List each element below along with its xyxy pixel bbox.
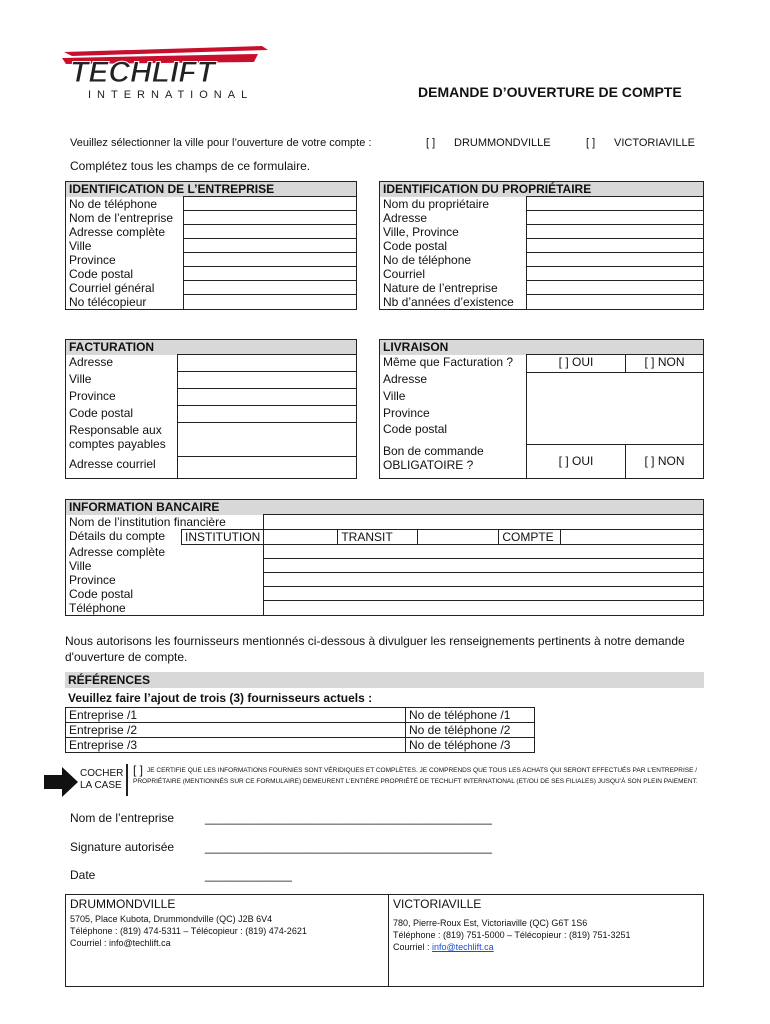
certify-text: JE CERTIFIE QUE LES INFORMATIONS FOURNIES SONT VÉRIDIQUES ET COMPLÈTES. JE COMPRENDS QUE TOUS LES ACHATS QUI SERONT EFFECTUÉS PAR L’ENTREPRISE / PROPRIÉTAIRE (MENTIONNÉS SUR CE FORMULAIRE) DEMEURENT L’ENTIÈRE PROPRIÉTÉ DE TECHLIFT INTERNATIONAL (ET/OU DE SES FILIALES) JUSQU’À SON PLEIN PAIEMENT. [133, 767, 698, 785]
livraison-table [379, 339, 704, 479]
field-label-line: comptes payables [69, 436, 166, 451]
footer-email-line [393, 941, 631, 953]
footer-divider [388, 895, 389, 986]
footer-phone: Téléphone : (819) 751-5000 – Télécopieur : (819) 751-3251 [393, 930, 631, 940]
field-label: Nom de l’entreprise [66, 211, 184, 225]
bank-phone-input[interactable] [264, 601, 704, 616]
field-label: Nature de l’entreprise [380, 281, 527, 295]
city-prompt: Veuillez sélectionner la ville pour l’ouverture de votre compte : [70, 137, 372, 149]
entreprise-table [65, 181, 357, 310]
field-label: Adresse [380, 211, 527, 225]
field-label: Adresse courriel [66, 457, 178, 479]
field-label: Courriel général [66, 281, 184, 295]
footer-city: VICTORIAVILLE [393, 897, 482, 911]
owner-name-input[interactable] [527, 197, 704, 211]
field-label: Adresse complète [66, 225, 184, 239]
references-title: RÉFÉRENCES [65, 672, 704, 688]
footer-address: 5705, Place Kubota, Drummondville (QC) J2B 6V4 [70, 914, 273, 924]
field-label: Nom du propriétaire [380, 197, 527, 211]
footer-box [65, 894, 704, 987]
entreprise-province-input[interactable] [184, 253, 357, 267]
bank-postal-input[interactable] [264, 587, 704, 601]
footer-phone: Téléphone : (819) 474-5311 – Télécopieur : (819) 474-2621 [70, 926, 307, 936]
bank-name-input[interactable] [264, 515, 704, 530]
owner-postal-input[interactable] [527, 239, 704, 253]
checkbox-drummondville[interactable]: [ ] [426, 137, 436, 149]
entreprise-postal-input[interactable] [184, 267, 357, 281]
reference-entreprise[interactable]: Entreprise /2 [66, 723, 406, 738]
field-label: Courriel [380, 267, 527, 281]
field-label: Province [380, 406, 527, 423]
field-label: Téléphone [66, 601, 264, 616]
transit-input[interactable] [418, 529, 499, 544]
compte-label: COMPTE [499, 529, 561, 544]
cocher-label [80, 768, 123, 792]
same-non-checkbox[interactable]: [ ] NON [626, 355, 704, 373]
field-label: Ville [66, 239, 184, 253]
field-label: Code postal [380, 239, 527, 253]
po-non-checkbox[interactable]: [ ] NON [626, 444, 704, 478]
owner-nature-input[interactable] [527, 281, 704, 295]
field-label: Code postal [380, 422, 527, 444]
option-drummondville: DRUMMONDVILLE [454, 137, 551, 149]
field-label: Province [66, 573, 264, 587]
field-label: Code postal [66, 267, 184, 281]
logo-brand: TECHLIFT [70, 56, 215, 89]
reference-phone[interactable]: No de téléphone /1 [406, 708, 535, 723]
entreprise-email-input[interactable] [184, 281, 357, 295]
po-oui-checkbox[interactable]: [ ] OUI [527, 444, 626, 478]
cocher-line: COCHER [80, 768, 124, 779]
owner-email-input[interactable] [527, 267, 704, 281]
company-name-line[interactable]: ___________________________________________ [205, 811, 492, 825]
document-title: DEMANDE D’OUVERTURE DE COMPTE [418, 84, 682, 100]
bank-province-input[interactable] [264, 573, 704, 587]
bank-address-input[interactable] [264, 544, 704, 559]
instruction: Complétez tous les champs de ce formulaire. [70, 159, 311, 173]
field-label: Adresse [380, 372, 527, 389]
institution-input[interactable] [264, 529, 338, 544]
references-subtitle: Veuillez faire l’ajout de trois (3) fournisseurs actuels : [68, 691, 373, 705]
billing-address-input[interactable] [178, 355, 357, 372]
delivery-details-input[interactable] [527, 372, 704, 444]
entreprise-phone-input[interactable] [184, 197, 357, 211]
techlift-logo [62, 42, 274, 102]
field-label: No télécopieur [66, 295, 184, 310]
references-table [65, 707, 535, 753]
cocher-line: LA CASE [80, 780, 122, 791]
field-label: Ville [66, 372, 178, 389]
field-label: Adresse complète [66, 544, 264, 559]
entreprise-city-input[interactable] [184, 239, 357, 253]
livraison-title: LIVRAISON [380, 340, 704, 355]
field-label: Adresse [66, 355, 178, 372]
signature-label: Signature autorisée [70, 840, 175, 854]
banque-table [65, 499, 704, 616]
checkbox-victoriaville[interactable]: [ ] [586, 137, 596, 149]
same-oui-checkbox[interactable]: [ ] OUI [527, 355, 626, 373]
field-label-line: OBLIGATOIRE ? [383, 458, 474, 473]
footer-email-link[interactable]: info@techlift.ca [432, 942, 494, 952]
date-label: Date [70, 868, 96, 882]
billing-responsible-input[interactable] [178, 423, 357, 457]
field-label-line: Bon de commande [383, 444, 484, 459]
footer-victoriaville [393, 897, 631, 953]
field-label: Nom de l’institution financière [66, 515, 264, 530]
field-label: Ville, Province [380, 225, 527, 239]
footer-drummondville [70, 897, 307, 949]
field-label-line: Responsable aux [69, 422, 162, 437]
billing-email-input[interactable] [178, 457, 357, 479]
field-label: Même que Facturation ? [380, 355, 527, 373]
reference-phone[interactable]: No de téléphone /2 [406, 723, 535, 738]
field-label: Nb d’années d’existence [380, 295, 527, 310]
field-label: No de téléphone [66, 197, 184, 211]
owner-address-input[interactable] [527, 211, 704, 225]
reference-phone[interactable]: No de téléphone /3 [406, 738, 535, 753]
field-label: No de téléphone [380, 253, 527, 267]
field-label: Province [66, 389, 178, 406]
billing-city-input[interactable] [178, 372, 357, 389]
billing-postal-input[interactable] [178, 406, 357, 423]
owner-years-input[interactable] [527, 295, 704, 310]
certify-checkbox[interactable]: [ ] [133, 763, 144, 777]
entreprise-title: IDENTIFICATION DE L’ENTREPRISE [66, 182, 357, 197]
field-label: Province [66, 253, 184, 267]
owner-phone-input[interactable] [527, 253, 704, 267]
field-label: Ville [380, 389, 527, 406]
company-name-label: Nom de l’entreprise [70, 811, 175, 825]
footer-email-prefix: Courriel : [393, 942, 433, 952]
institution-label: INSTITUTION [182, 529, 264, 544]
proprietaire-table [379, 181, 704, 310]
field-label: Code postal [66, 406, 178, 423]
field-label: Ville [66, 559, 264, 573]
compte-input[interactable] [561, 529, 704, 544]
footer-address: 780, Pierre-Roux Est, Victoriaville (QC) G6T 1S6 [393, 918, 588, 928]
signature-line[interactable]: ___________________________________________ [205, 840, 492, 854]
date-line[interactable]: _____________ [205, 868, 292, 882]
facturation-table [65, 339, 357, 479]
arrow-right-icon [44, 767, 78, 802]
entreprise-address-input[interactable] [184, 225, 357, 239]
facturation-title: FACTURATION [66, 340, 357, 355]
bank-city-input[interactable] [264, 559, 704, 573]
option-victoriaville: VICTORIAVILLE [614, 137, 695, 149]
field-label [380, 444, 527, 478]
proprietaire-title: IDENTIFICATION DU PROPRIÉTAIRE [380, 182, 704, 197]
transit-label: TRANSIT [338, 529, 418, 544]
billing-province-input[interactable] [178, 389, 357, 406]
entreprise-name-input[interactable] [184, 211, 357, 225]
banque-title: INFORMATION BANCAIRE [66, 500, 704, 515]
reference-entreprise[interactable]: Entreprise /1 [66, 708, 406, 723]
footer-email: Courriel : info@techlift.ca [70, 938, 171, 948]
field-label [66, 423, 178, 457]
entreprise-fax-input[interactable] [184, 295, 357, 310]
authorization-text: Nous autorisons les fournisseurs mentionnés ci-dessous à divulguer les renseignements pertinents à notre demande d'ouverture de compte. [65, 634, 685, 664]
footer-city: DRUMMONDVILLE [70, 897, 176, 911]
field-label: Code postal [66, 587, 264, 601]
owner-city-input[interactable] [527, 225, 704, 239]
field-label: Détails du compte [66, 529, 182, 544]
logo-sub: INTERNATIONAL [88, 89, 254, 101]
reference-entreprise[interactable]: Entreprise /3 [66, 738, 406, 753]
divider [126, 764, 128, 796]
